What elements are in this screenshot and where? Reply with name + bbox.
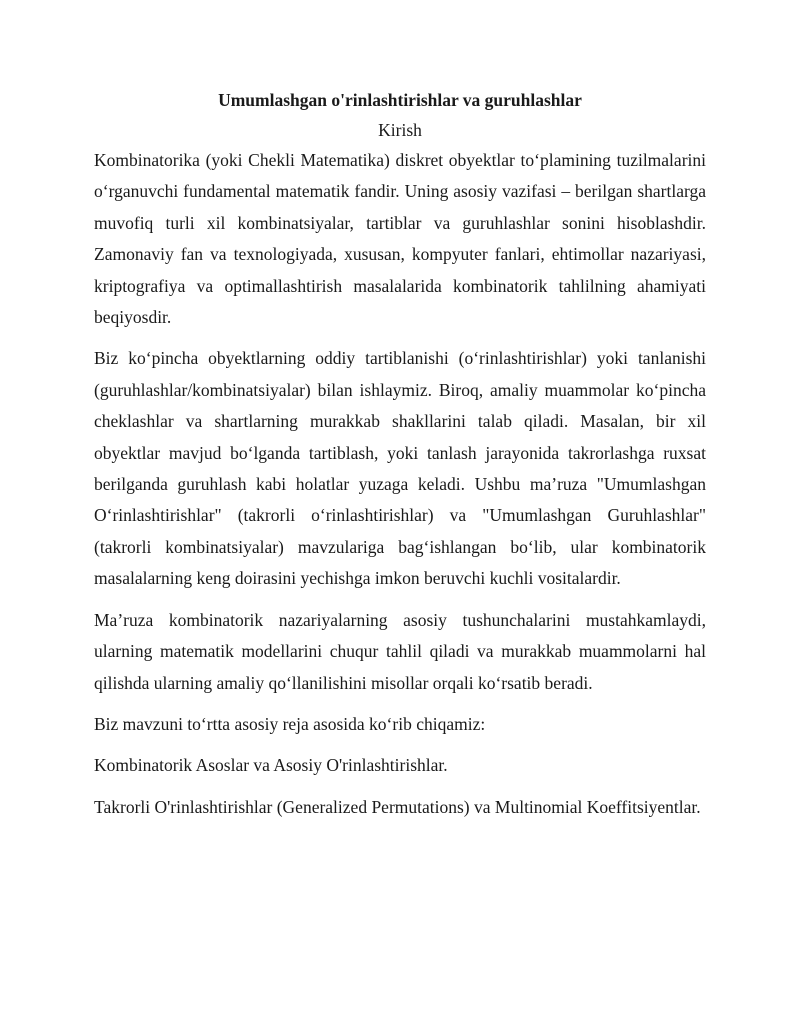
paragraph-motivation: Biz ko‘pincha obyektlarning oddiy tartiblanishi (o‘rinlashtirishlar) yoki tanlanishi (guruhlashlar/kombinatsiyalar) bilan ishlaymiz. Biroq, amaliy muammolar ko‘pincha cheklashlar va shartlarning murakkab shakllarini talab qiladi. Masalan, bir xil obyektlar mavjud bo‘lganda tartiblash, yoki tanlash jarayonida takrorlashga ruxsat berilganda guruhlash kabi holatlar yuzaga keladi. Ushbu ma’ruza "Umumlashgan O‘rinlashtirishlar" (takrorli o‘rinlashtirishlar) va "Umumlashgan Guruhlashlar" (takrorli kombinatsiyalar) mavzulariga bag‘ishlangan bo‘lib, ular kombinatorik masalalarning keng doirasini yechishga imkon beruvchi kuchli vositalardir. [94,348,706,589]
plan-item-2: Takrorli O'rinlashtirishlar (Generalized Permutations) va Multinomial Koeffitsiyentlar. [94,796,701,817]
paragraph-lecture-goal: Ma’ruza kombinatorik nazariyalarning asosiy tushunchalarini mustahkamlaydi, ularning matematik modellarini chuqur tahlil qiladi va murakkab muammolarni hal qilishda ularning amaliy qo‘llanilishini misollar orqali ko‘rsatib beradi. [94,609,706,693]
section-heading: Kirish [378,120,422,140]
document-title: Umumlashgan o'rinlashtirishlar va guruhlashlar [218,90,582,110]
plan-item-1: Kombinatorik Asoslar va Asosiy O'rinlashtirishlar. [94,755,448,776]
paragraph-intro: Kombinatorika (yoki Chekli Matematika) diskret obyektlar to‘plamining tuzilmalarini o‘rganuvchi fundamental matematik fandir. Uning asosiy vazifasi – berilgan shartlarga muvofiq turli xil kombinatsiyalar, tartiblar va guruhlashlar sonini hisoblashdir. Zamonaviy fan va texnologiyada, xususan, kompyuter fanlari, ehtimollar nazariyasi, kriptografiya va optimallashtirish masalalarida kombinatorik tahlilning ahamiyati beqiyosdir. [94,150,706,328]
paragraph-plan-intro: Biz mavzuni to‘rtta asosiy reja asosida ko‘rib chiqamiz: [94,713,486,734]
document-page [94,88,706,833]
